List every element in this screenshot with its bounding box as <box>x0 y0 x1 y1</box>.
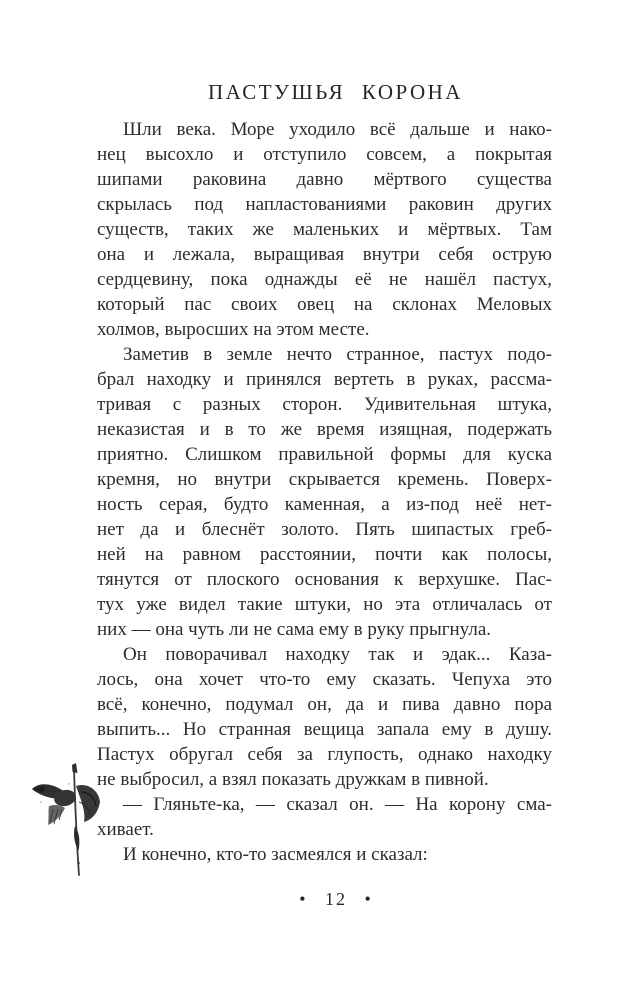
paragraph <box>97 342 552 642</box>
text-line: Шли века. Море уходило всё дальше и нако- <box>123 119 552 140</box>
text-line: тух уже видел такие штуки, но эта отличалась от <box>97 594 552 615</box>
text-line: кремня, но внутри скрывается кремень. Поверх- <box>97 469 552 490</box>
text-line: тривая с разных сторон. Удивительная штука, <box>97 394 552 415</box>
text-line: шипами раковина давно мёртвого существа <box>97 169 552 190</box>
bird-on-spear-illustration-icon <box>28 762 108 880</box>
text-line: всё, конечно, подумал он, да и пива давно пора <box>97 694 552 715</box>
body-text <box>97 117 552 867</box>
text-line: И конечно, кто-то засмеялся и сказал: <box>123 844 428 865</box>
paragraph <box>97 842 552 867</box>
text-line: нец высохло и отступило совсем, а покрытая <box>97 144 552 165</box>
text-line: выпить... Но странная вещица запала ему в душу. <box>97 719 552 740</box>
text-line: сердцевину, пока однажды её не нашёл пастух, <box>97 269 552 290</box>
text-line: который пас своих овец на склонах Меловых <box>97 294 552 315</box>
text-line: нет да и блеснёт золото. Пять шипастых греб- <box>97 519 552 540</box>
text-line: них — она чуть ли не сама ему в руку прыгнула. <box>97 619 491 640</box>
paragraph <box>97 117 552 342</box>
text-line: брал находку и принялся вертеть в руках, рассма- <box>97 369 552 390</box>
text-line: Он поворачивал находку так и эдак... Каза- <box>123 644 552 665</box>
chapter-title: ПАСТУШЬЯ КОРОНА <box>208 80 463 104</box>
text-line: она и лежала, выращивая внутри себя острую <box>97 244 552 265</box>
text-line: ней на равном расстоянии, почти как полосы, <box>97 544 552 565</box>
page-number: • 12 • <box>299 889 373 909</box>
text-line: — Гляньте-ка, — сказал он. — На корону сма- <box>123 794 552 815</box>
text-line: ность серая, будто каменная, а из-под неё нет- <box>97 494 552 515</box>
text-line: холмов, выросших на этом месте. <box>97 319 370 340</box>
text-line: лось, она хочет что-то ему сказать. Чепуха это <box>97 669 552 690</box>
paragraph <box>97 642 552 792</box>
text-line: неказистая и в то же время изящная, подержать <box>97 419 552 440</box>
text-line: Пастух обругал себя за глупость, однако находку <box>97 744 552 765</box>
text-line: хивает. <box>97 819 154 840</box>
text-line: тянутся от плоского основания к верхушке. Пас- <box>97 569 552 590</box>
text-line: приятно. Слишком правильной формы для куска <box>97 444 552 465</box>
text-line: Заметив в земле нечто странное, пастух подо- <box>123 344 552 365</box>
paragraph <box>97 792 552 842</box>
text-line: не выбросил, а взял показать дружкам в пивной. <box>97 769 489 790</box>
text-line: существ, таких же маленьких и мёртвых. Там <box>97 219 552 240</box>
text-line: скрылась под напластованиями раковин других <box>97 194 552 215</box>
